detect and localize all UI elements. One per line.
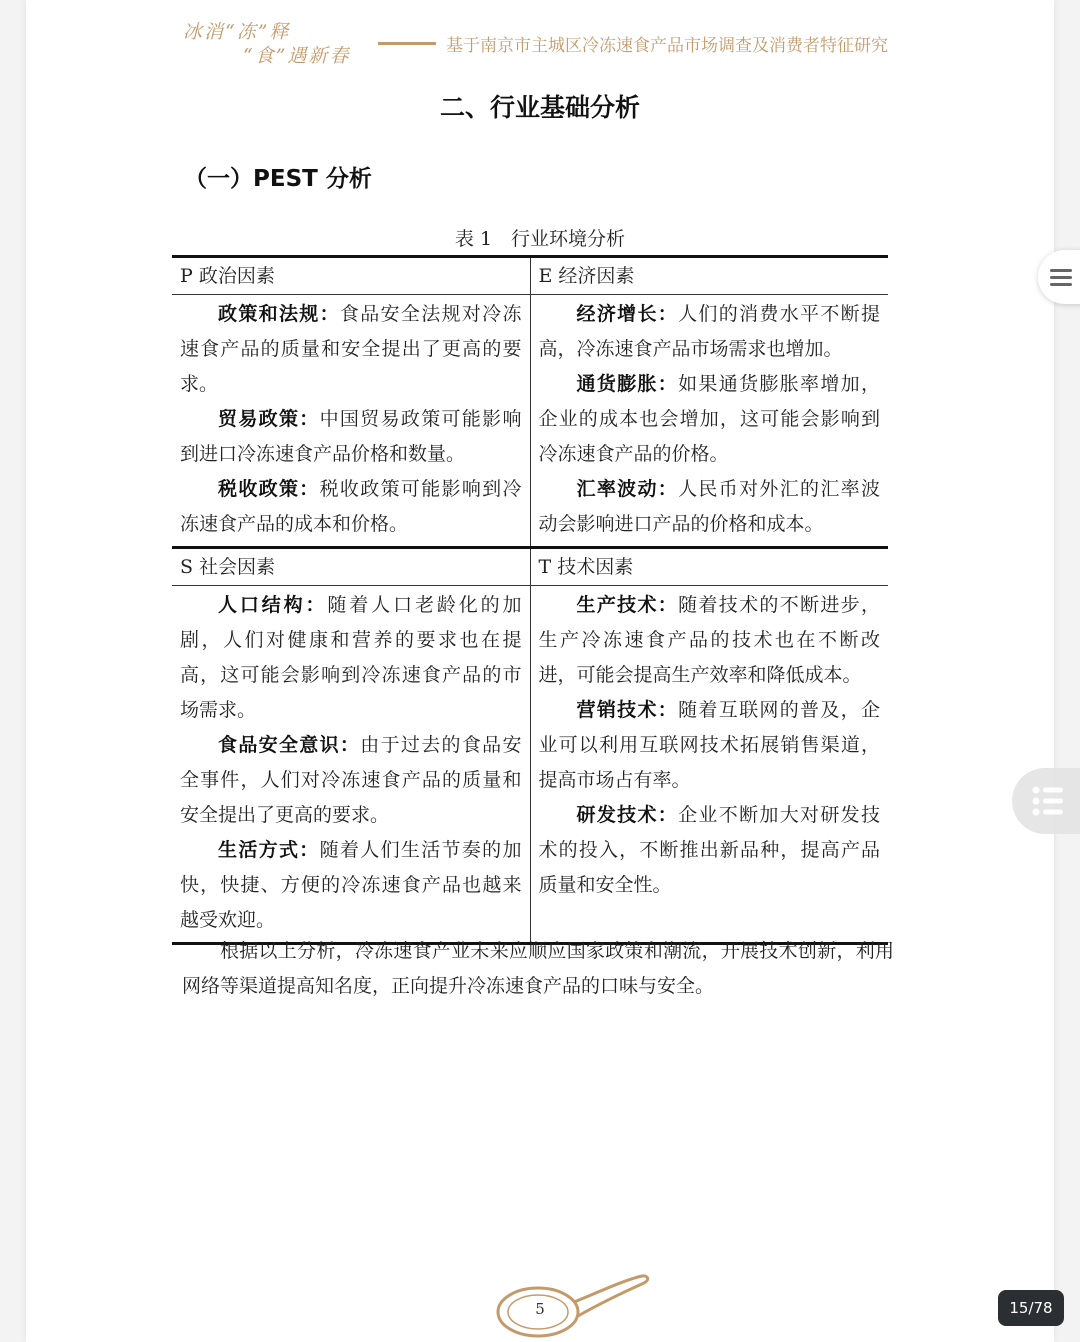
technology-heading: T 技术因素	[530, 548, 888, 586]
page-number: 5	[535, 1300, 545, 1318]
outline-toggle-button[interactable]	[1038, 250, 1080, 304]
menu-icon	[1038, 250, 1080, 304]
spoon-icon	[494, 1272, 650, 1338]
list-icon	[1012, 768, 1080, 834]
political-item: 贸易政策：中国贸易政策可能影响到进口冷冻速食产品价格和数量。	[180, 408, 522, 465]
economic-item: 通货膨胀：如果通货膨胀率增加，企业的成本也会增加，这可能会影响到冷冻速食产品的价格。	[538, 373, 880, 465]
technology-item: 研发技术：企业不断加大对研发技术的投入，不断推出新品种，提高产品质量和安全性。	[538, 804, 880, 896]
table-of-contents-button[interactable]	[1012, 768, 1080, 834]
social-cell	[172, 586, 530, 944]
logo-line-1: 冰消“冻”释	[183, 21, 291, 43]
page-indicator: 15/78	[998, 1290, 1064, 1326]
section-title: 二、行业基础分析	[439, 93, 640, 122]
header-subtitle: 基于南京市主城区冷冻速食产品市场调查及消费者特征研究	[446, 36, 888, 56]
social-item: 人口结构：随着人口老龄化的加剧，人们对健康和营养的要求也在提高，这可能会影响到冷冻速食产品的市场需求。	[180, 594, 522, 721]
subsection-title: （一）PEST 分析	[184, 166, 372, 192]
technology-item: 生产技术：随着技术的不断进步，生产冷冻速食产品的技术也在不断改进，可能会提高生产效率和降低成本。	[538, 594, 880, 686]
technology-cell	[530, 586, 888, 944]
logo-line-2: “食”遇新春	[243, 45, 351, 67]
pest-table	[172, 255, 888, 945]
conclusion-paragraph: 根据以上分析，冷冻速食产业未来应顺应国家政策和潮流，开展技术创新，利用网络等渠道提高知名度，正向提升冷冻速食产品的口味与安全。	[182, 940, 894, 997]
header-dash	[378, 42, 436, 45]
table-caption: 表 1 行业环境分析	[454, 228, 626, 250]
political-item: 税收政策：税收政策可能影响到冷冻速食产品的成本和价格。	[180, 478, 522, 535]
political-heading: P 政治因素	[172, 257, 530, 295]
social-item: 生活方式：随着人们生活节奏的加快，快捷、方便的冷冻速食产品也越来越受欢迎。	[180, 839, 522, 931]
economic-cell	[530, 295, 888, 548]
economic-item: 经济增长：人们的消费水平不断提高，冷冻速食产品市场需求也增加。	[538, 303, 880, 360]
technology-item: 营销技术：随着互联网的普及，企业可以利用互联网技术拓展销售渠道，提高市场占有率。	[538, 699, 880, 791]
political-cell	[172, 295, 530, 548]
header-logo	[183, 20, 373, 70]
economic-item: 汇率波动：人民币对外汇的汇率波动会影响进口产品的价格和成本。	[538, 478, 880, 535]
social-item: 食品安全意识：由于过去的食品安全事件，人们对冷冻速食产品的质量和安全提出了更高的要求。	[180, 734, 522, 826]
social-heading: S 社会因素	[172, 548, 530, 586]
political-item: 政策和法规：食品安全法规对冷冻速食产品的质量和安全提出了更高的要求。	[180, 303, 522, 395]
economic-heading: E 经济因素	[530, 257, 888, 295]
